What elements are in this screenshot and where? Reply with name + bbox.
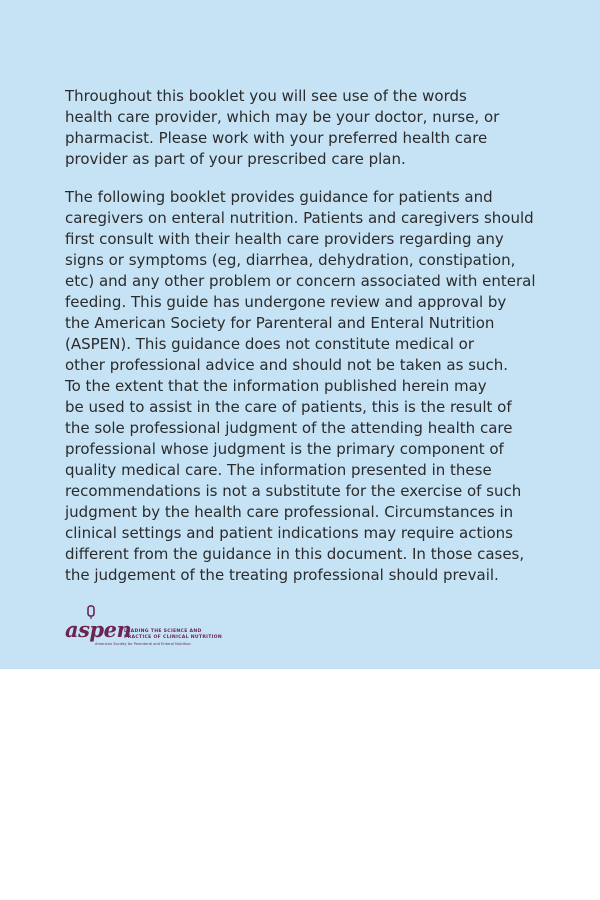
logo-organization-name: American Society for Parenteral and Enteral Nutrition	[95, 642, 191, 646]
provider-note-paragraph: Throughout this booklet you will see use of the words health care provider, which may be your doctor, nurse, or pharmacist. Please work with your preferred health care provider as part of your prescribed care plan.	[65, 87, 500, 168]
aspen-wordmark: aspen	[65, 617, 132, 642]
logo-tagline-line1: LEADING THE SCIENCE AND	[124, 629, 202, 634]
disclaimer-paragraph: The following booklet provides guidance for patients and caregivers on enteral nutrition. Patients and caregivers should first consult with their health care providers regarding any signs or symptoms (eg, diarrhea, dehydration, constipation, etc) and any other problem or concern associated with enteral feeding. This guide has undergone review and approval by the American Society for Parenteral and Enteral Nutrition (ASPEN). This guidance does not constitute medical or other professional advice and should not be taken as such. To the extent that the information published herein may be used to assist in the care of patients, this is the result of the sole professional judgment of the attending health care professional whose judgment is the primary component of quality medical care. The information presented in these recommendations is not a substitute for the exercise of such judgment by the health care professional. Circumstances in clinical settings and patient indications may require actions different from the guidance in this document. In those cases, the judgement of the treating professional should prevail.	[65, 188, 536, 584]
aspen-logo	[64, 605, 222, 647]
logo-tagline-line2: PRACTICE OF CLINICAL NUTRITION	[124, 635, 222, 640]
